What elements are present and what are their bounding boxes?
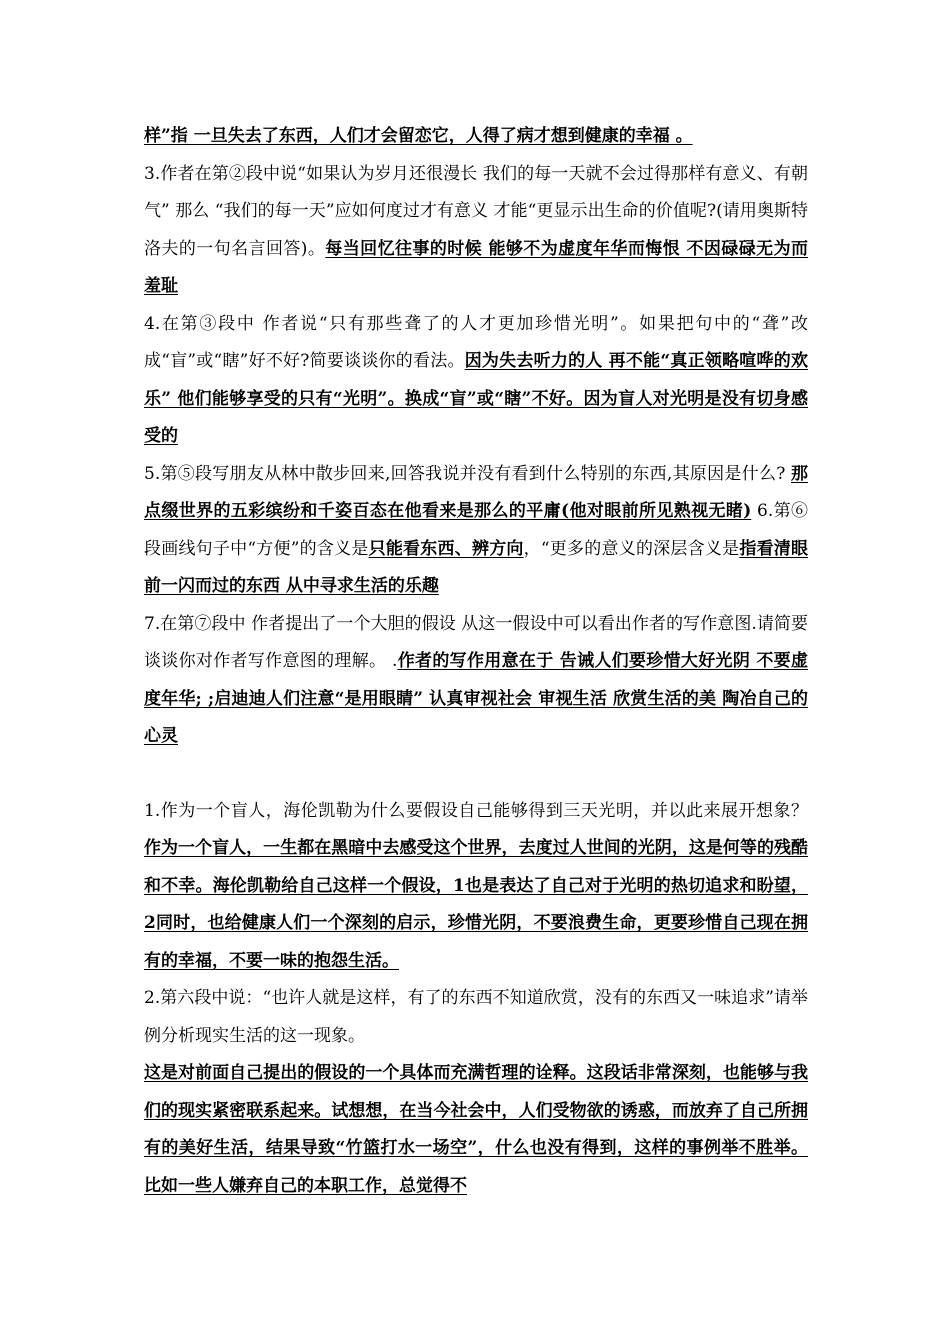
- question-text: 2.第六段中说：“也许人就是这样，有了的东西不知道欣赏，没有的东西又一味追求”请举例分析现实生活的这一现象。: [144, 988, 808, 1046]
- question-3: [144, 156, 808, 306]
- answer-text: 每当回忆往事的时候 能够不为虚度年华而悔恨 不因碌碌无为而羞耻: [144, 238, 808, 296]
- answer-text: 因为失去听力的人 再不能“真正领略喧哗的欢乐” 他们能够享受的只有“光明”。换成“盲”或“瞎”不好。因为盲人对光明是没有切身感受的: [144, 351, 808, 446]
- answer-text: 样”指 一旦失去了东西，人们才会留恋它，人得了病才想到健康的幸福 。: [144, 126, 693, 146]
- answer-text: 指看清眼前一闪而过的东西 从中寻求生活的乐趣: [144, 538, 809, 596]
- question-5-6: [144, 456, 808, 606]
- paragraph-gap: [144, 756, 808, 793]
- document-body: [144, 118, 808, 1205]
- question-2-part2: [144, 980, 808, 1055]
- question-text: 1.作为一个盲人，海伦凯勒为什么要假设自己能够得到三天光明，并以此来展开想象？: [144, 800, 808, 821]
- answer-line-2: [144, 118, 808, 156]
- answer-text: 作为一个盲人，一生都在黑暗中去感受这个世界，去度过人世间的光阴，这是何等的残酷和不幸。海伦凯勒给自己这样一个假设，1也是表达了自己对于光明的热切追求和盼望，2同时，也给健康人们一个深刻的启示，珍惜光阴，不要浪费生命，更要珍惜自己现在拥有的幸福，不要一味的抱怨生活。: [144, 838, 808, 971]
- answer-text: 只能看东西、辨方向: [368, 538, 524, 559]
- answer-text: 那点缀世界的五彩缤纷和千姿百态在他看来是那么的平庸(他对眼前所见熟视无睹): [144, 463, 808, 521]
- question-text: 6.第⑥段画线句子中“方便”的含义是: [144, 501, 809, 559]
- question-text: ，“更多的意义的深层含义是: [523, 538, 740, 559]
- question-text: 3.作者在第②段中说“如果认为岁月还很漫长 我们的每一天就不会过得那样有意义、有朝气” 那么 “我们的每一天”应如何度过才有意义 才能“更显示出生命的价值呢?(请用奥斯特洛夫的一句名言回答)。: [144, 163, 808, 259]
- question-4: [144, 306, 808, 456]
- question-text: 4.在第③段中 作者说“只有那些聋了的人才更加珍惜光明”。如果把句中的“聋”改成“盲”或“瞎”好不好?简要谈谈你的看法。: [144, 313, 808, 371]
- answer-text: 作者的写作用意在于 告诫人们要珍惜大好光阴 不要虚度年华; ;启迪迪人们注意“是用眼睛” 认真审视社会 审视生活 欣赏生活的美 陶冶自己的心灵: [144, 651, 808, 746]
- question-text: 7.在第⑦段中 作者提出了一个大胆的假设 从这一假设中可以看出作者的写作意图.请简要谈谈你对作者写作意图的理解。 .: [144, 613, 808, 671]
- answer-2-part2: [144, 1055, 808, 1205]
- question-text: 5.第⑤段写朋友从林中散步回来,回答我说并没有看到什么特别的东西,其原因是什么?: [144, 463, 791, 484]
- question-1-part2: [144, 793, 808, 981]
- question-7: [144, 606, 808, 756]
- answer-text: 这是对前面自己提出的假设的一个具体而充满哲理的诠释。这段话非常深刻，也能够与我们的现实紧密联系起来。试想想，在当今社会中，人们受物欲的诱惑，而放弃了自己所拥有的美好生活，结果导致“竹篮打水一场空”，什么也没有得到，这样的事例举不胜举。比如一些人嫌弃自己的本职工作，总觉得不: [144, 1063, 808, 1196]
